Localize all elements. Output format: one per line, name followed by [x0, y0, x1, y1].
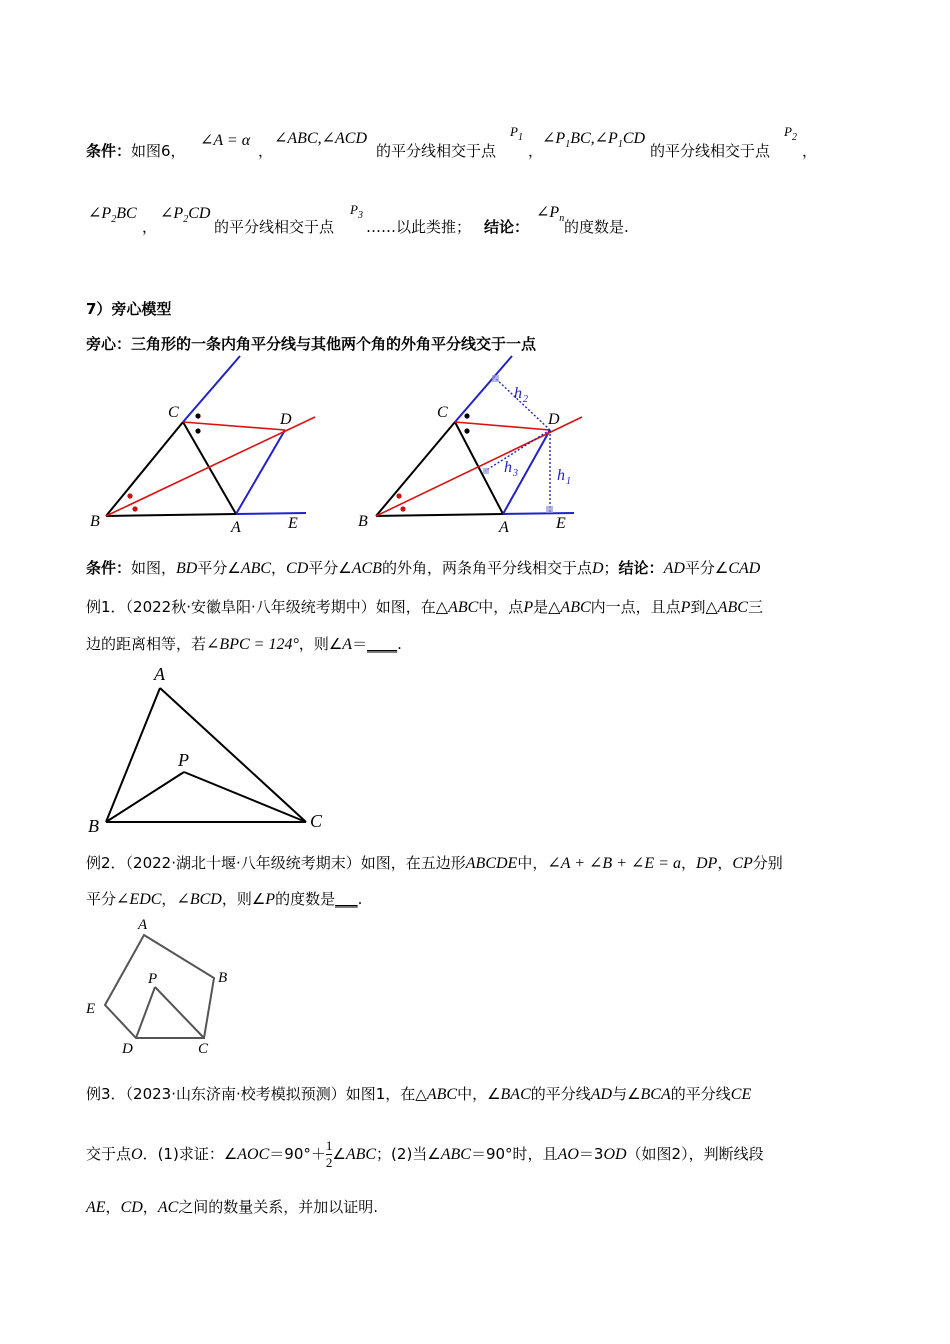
- excenter-figures: [80, 350, 600, 540]
- cond6-line1: 条件：如图6，: [86, 142, 186, 160]
- svg-text:D: D: [548, 411, 560, 428]
- svg-text:C: C: [437, 404, 448, 421]
- point-p2: $P_2$: [784, 124, 797, 143]
- example1-figure: [80, 660, 340, 840]
- excenter-figure-right: [358, 356, 582, 536]
- cond6-conclusion-label: 结论：: [484, 218, 530, 236]
- svg-text:E: E: [86, 1001, 96, 1017]
- svg-text:B: B: [358, 513, 368, 530]
- example2-figure: [80, 915, 250, 1060]
- example1-line2: 边的距离相等，若∠BPC = 124°，则∠A＝____.: [86, 635, 402, 653]
- angle-p2bc: $\angle P_2BC$: [88, 205, 137, 225]
- example3-line3: AE，CD，AC之间的数量关系，并加以证明.: [86, 1198, 379, 1216]
- point-p1: $P_1$: [510, 124, 523, 143]
- fraction-one-half: $\frac{1}{2}$: [325, 1138, 333, 1170]
- answer-blank: ____: [367, 635, 398, 653]
- label-h3: h: [504, 459, 512, 476]
- excenter-definition: 旁心：三角形的一条内角平分线与其他两个角的外角平分线交于一点: [86, 335, 537, 353]
- angle-p2cd: $\angle P_2CD$: [160, 205, 211, 225]
- angle-pn: $\angle P_n$: [536, 204, 565, 224]
- label-e: E: [288, 515, 298, 532]
- cond6-label: 条件：: [86, 142, 132, 160]
- svg-text:A: A: [138, 917, 148, 933]
- example3-line2: 交于点O．(1)求证：∠AOC＝90°＋ $\frac{1}{2}$ ∠ABC；(2)当∠ABC＝90°时，且AO＝3OD（如图2），判断线段: [86, 1138, 764, 1170]
- cond7-line: 条件：如图，BD平分∠ABC，CD平分∠ACB的外角，两条角平分线相交于点D；结论：AD平分∠CAD: [86, 559, 761, 577]
- excenter-figure-left: [90, 356, 315, 536]
- svg-text:A: A: [499, 519, 509, 536]
- svg-text:D: D: [122, 1041, 133, 1057]
- svg-text:C: C: [198, 1041, 209, 1057]
- point-p3: $P_3$: [350, 202, 363, 221]
- section-heading: 7）旁心模型: [86, 300, 172, 318]
- svg-text:B: B: [218, 970, 228, 986]
- example3-line1: 例3．（2023·山东济南·校考模拟预测）如图1，在△ABC中，∠BAC的平分线AD与∠BCA的平分线CE: [86, 1085, 752, 1103]
- svg-text:A: A: [154, 664, 165, 684]
- svg-text:P: P: [148, 971, 158, 987]
- label-a: A: [231, 519, 241, 536]
- svg-text:2: 2: [523, 394, 528, 405]
- example1-line1: 例1．（2022秋·安徽阜阳·八年级统考期中）如图，在△ABC中，点P是△ABC内一点，且点P到△ABC三: [86, 598, 763, 616]
- label-h1: h: [557, 467, 565, 484]
- svg-text:1: 1: [566, 476, 571, 487]
- angles-abc-acd: ∠ABC,∠ACD: [274, 130, 368, 147]
- label-c: C: [168, 404, 179, 421]
- label-d: D: [280, 411, 292, 428]
- svg-text:P: P: [178, 750, 189, 770]
- label-b: B: [90, 513, 100, 530]
- label-h2: h: [514, 385, 522, 402]
- svg-text:E: E: [556, 515, 566, 532]
- svg-text:3: 3: [513, 468, 518, 479]
- angle-a-alpha: ∠A = α: [200, 132, 251, 149]
- svg-text:C: C: [310, 811, 323, 831]
- example2-line1: 例2．（2022·湖北十堰·八年级统考期末）如图，在五边形ABCDE中，∠A + ∠B + ∠E = a，DP，CP分别: [86, 854, 783, 872]
- svg-text:B: B: [88, 816, 99, 836]
- example2-line2: 平分∠EDC，∠BCD，则∠P的度数是___.: [86, 890, 363, 908]
- angles-p1bc-p1cd: $\angle P_1BC,\angle P_1CD$: [542, 130, 646, 150]
